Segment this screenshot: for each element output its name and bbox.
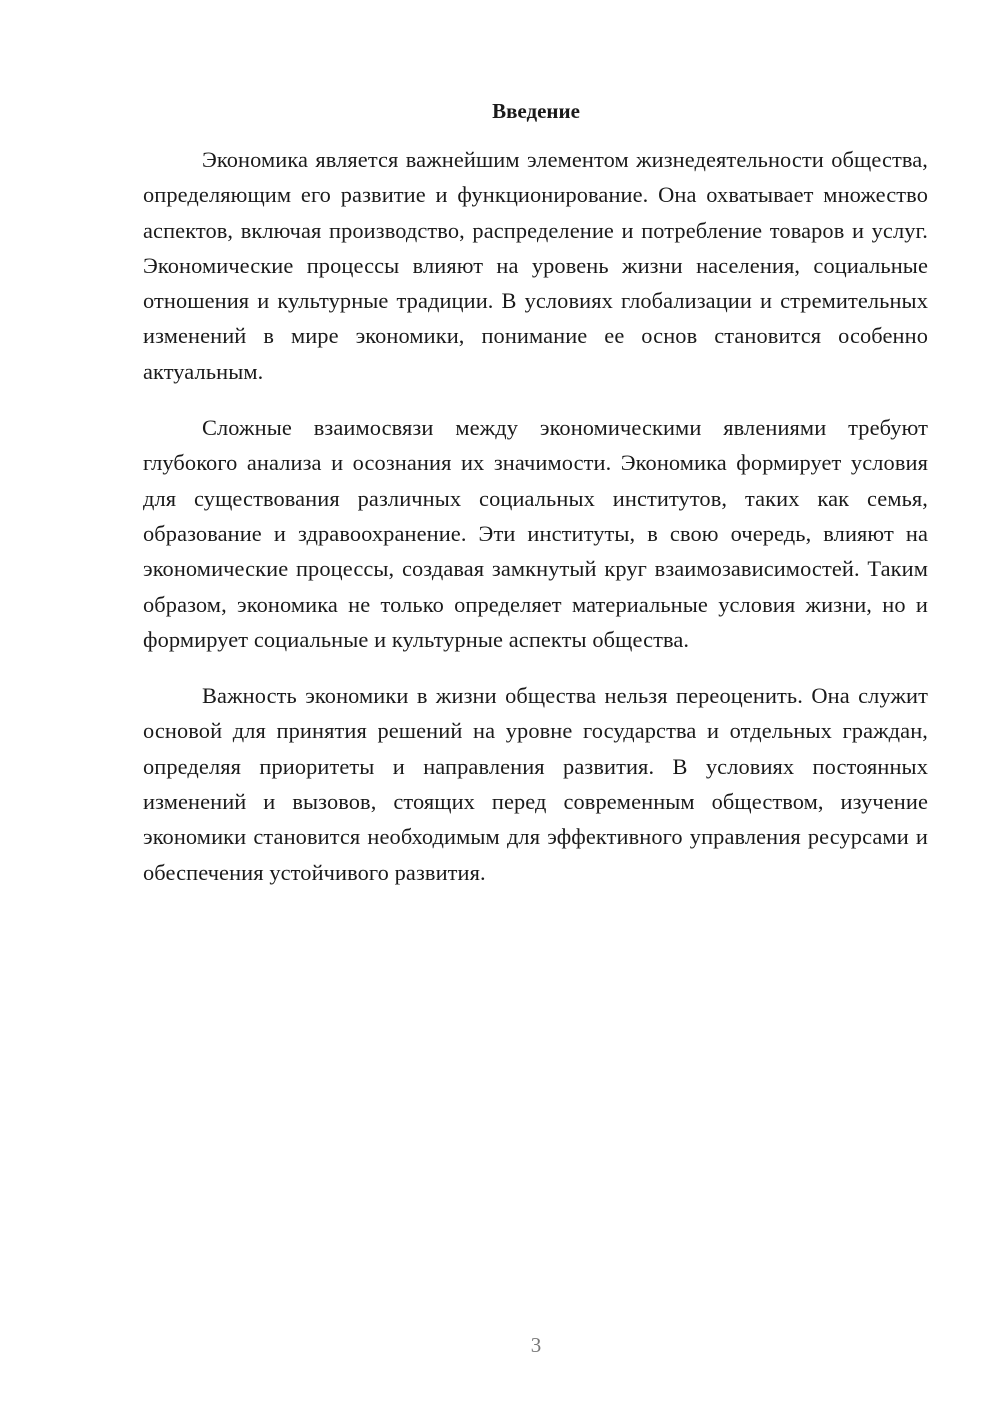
paragraph-2: Сложные взаимосвязи между экономическими явлениями требуют глубокого анализа и осознания их значимости. Экономика формирует условия для существования различных социальных институтов, таких как семья, образование и здравоохранение. Эти институты, в свою очередь, влияют на экономические процессы, создавая замкнутый круг взаимозависимостей. Таким образом, экономика не только определяет материальные условия жизни, но и формирует социальные и культурные аспекты общества. (143, 415, 928, 652)
paragraph-1: Экономика является важнейшим элементом жизнедеятельности общества, определяющим его развитие и функционирование. Она охватывает множество аспектов, включая производство, распределение и потребление товаров и услуг. Экономические процессы влияют на уровень жизни населения, социальные отношения и культурные традиции. В условиях глобализации и стремительных изменений в мире экономики, понимание ее основ становится особенно актуальным. (143, 147, 928, 384)
page-number: 3 (530, 1333, 542, 1357)
paragraph-3: Важность экономики в жизни общества нельзя переоценить. Она служит основой для принятия решений на уровне государства и отдельных граждан, определяя приоритеты и направления развития. В условиях постоянных изменений и вызовов, стоящих перед современным обществом, изучение экономики становится необходимым для эффективного управления ресурсами и обеспечения устойчивого развития. (143, 683, 928, 885)
section-title: Введение (492, 99, 580, 123)
document-body (143, 142, 928, 911)
